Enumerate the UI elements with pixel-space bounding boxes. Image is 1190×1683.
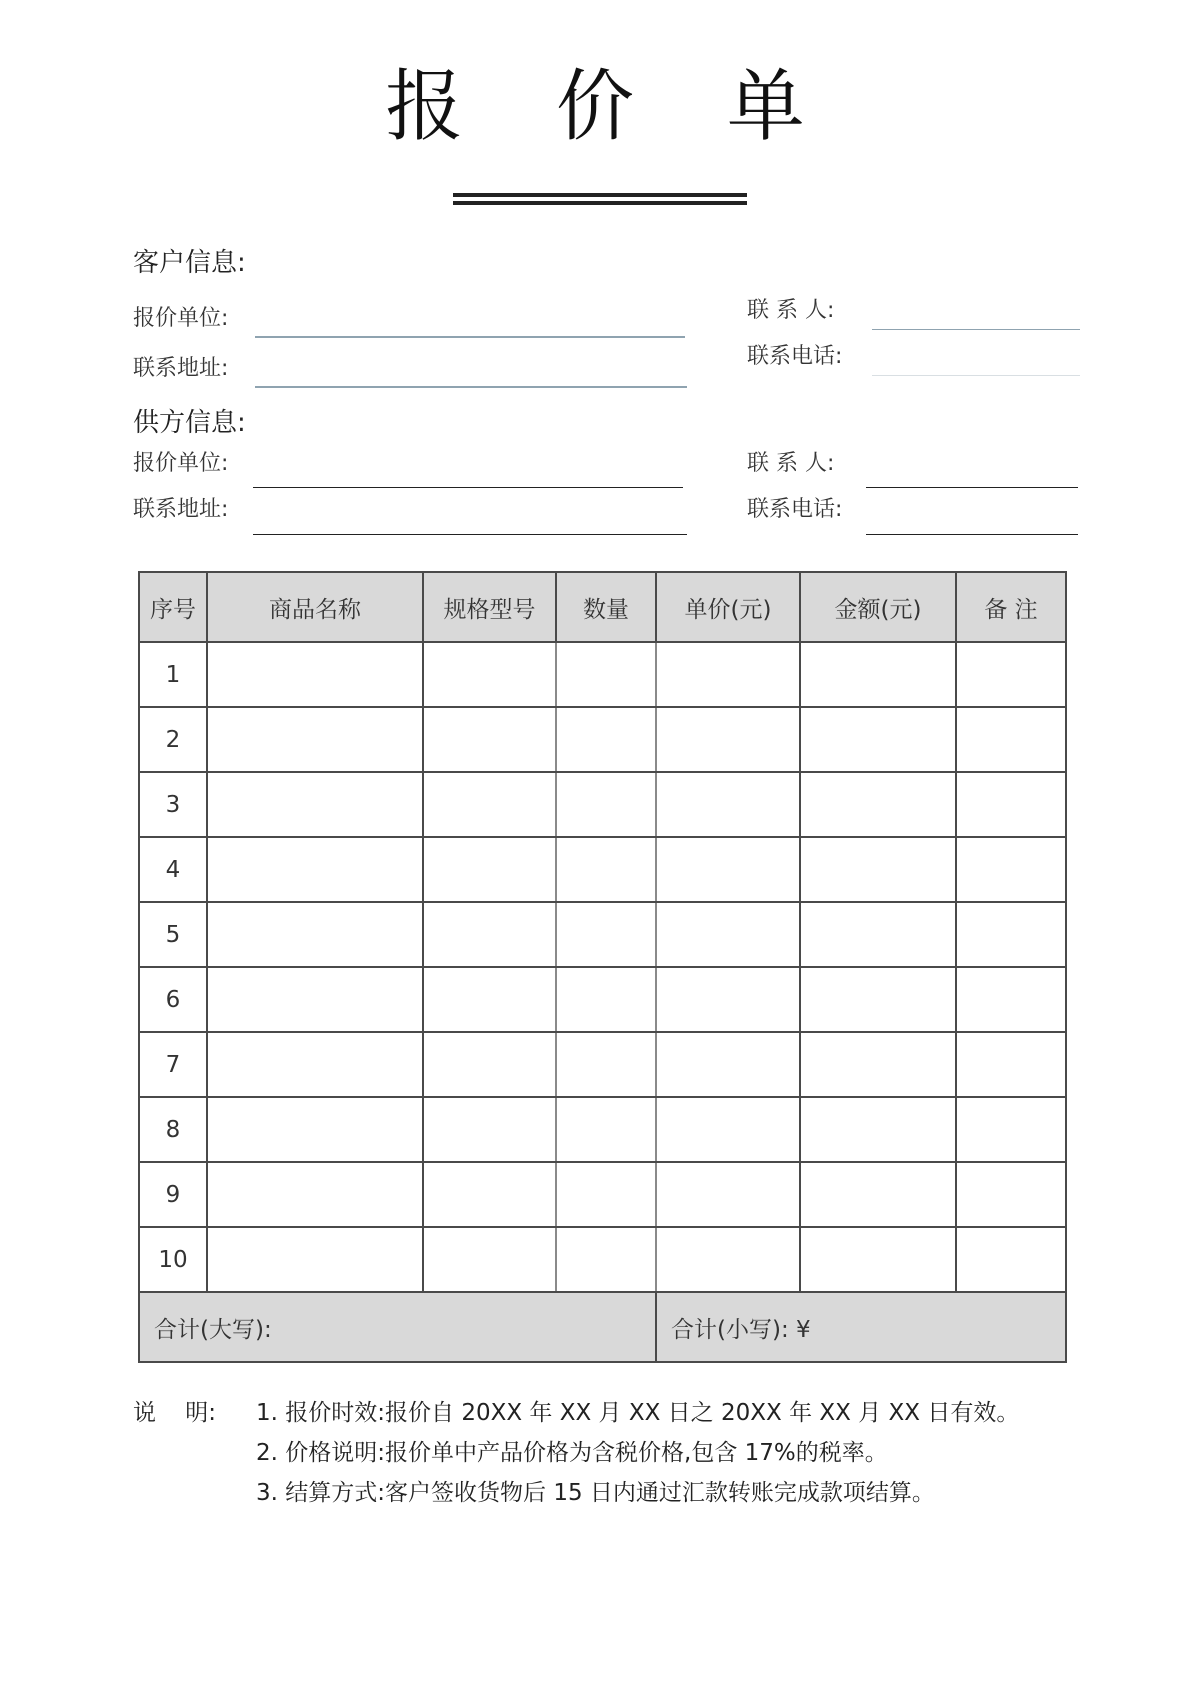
product-name-cell[interactable] (207, 1227, 423, 1292)
amount-cell[interactable] (800, 902, 956, 967)
customer-info-heading: 客户信息: (133, 248, 246, 278)
unit-price-cell[interactable] (656, 642, 800, 707)
supplier-company-label: 报价单位: (133, 451, 229, 476)
amount-cell[interactable] (800, 967, 956, 1032)
table-total-row (139, 1292, 1066, 1362)
row-index: 9 (139, 1162, 207, 1227)
remarks-cell[interactable] (956, 1162, 1066, 1227)
row-index: 6 (139, 967, 207, 1032)
remarks-cell[interactable] (956, 772, 1066, 837)
supplier-address-label: 联系地址: (133, 497, 229, 522)
header-quantity: 数量 (556, 572, 656, 642)
product-name-cell[interactable] (207, 902, 423, 967)
spec-model-cell[interactable] (423, 642, 556, 707)
customer-contact-field[interactable] (872, 329, 1080, 330)
remarks-cell[interactable] (956, 1227, 1066, 1292)
unit-price-cell[interactable] (656, 902, 800, 967)
remarks-cell[interactable] (956, 707, 1066, 772)
table-row (139, 707, 1066, 772)
note-item-3: 3. 结算方式:客户签收货物后 15 日内通过汇款转账完成款项结算。 (256, 1480, 935, 1506)
quantity-cell[interactable] (556, 902, 656, 967)
title-rule-top (453, 193, 747, 197)
spec-model-cell[interactable] (423, 837, 556, 902)
product-name-cell[interactable] (207, 837, 423, 902)
header-spec-model: 规格型号 (423, 572, 556, 642)
table-body (139, 642, 1066, 1292)
unit-price-cell[interactable] (656, 1097, 800, 1162)
customer-company-label: 报价单位: (133, 306, 229, 331)
product-name-cell[interactable] (207, 1097, 423, 1162)
customer-address-label: 联系地址: (133, 356, 229, 381)
spec-model-cell[interactable] (423, 902, 556, 967)
header-unit-price: 单价(元) (656, 572, 800, 642)
row-index: 10 (139, 1227, 207, 1292)
header-amount: 金额(元) (800, 572, 956, 642)
spec-model-cell[interactable] (423, 707, 556, 772)
table-header-row (139, 572, 1066, 642)
supplier-info-heading: 供方信息: (133, 408, 246, 438)
supplier-phone-field[interactable] (866, 534, 1078, 535)
total-upper-cell[interactable]: 合计(大写): (139, 1292, 656, 1362)
supplier-contact-label: 联 系 人: (747, 451, 835, 476)
amount-cell[interactable] (800, 707, 956, 772)
header-remarks: 备 注 (956, 572, 1066, 642)
unit-price-cell[interactable] (656, 772, 800, 837)
unit-price-cell[interactable] (656, 1162, 800, 1227)
spec-model-cell[interactable] (423, 1032, 556, 1097)
header-index: 序号 (139, 572, 207, 642)
spec-model-cell[interactable] (423, 1097, 556, 1162)
unit-price-cell[interactable] (656, 707, 800, 772)
remarks-cell[interactable] (956, 967, 1066, 1032)
quantity-cell[interactable] (556, 1097, 656, 1162)
remarks-cell[interactable] (956, 642, 1066, 707)
quantity-cell[interactable] (556, 772, 656, 837)
spec-model-cell[interactable] (423, 1227, 556, 1292)
row-index: 5 (139, 902, 207, 967)
note-item-2: 2. 价格说明:报价单中产品价格为含税价格,包含 17%的税率。 (256, 1440, 888, 1466)
amount-cell[interactable] (800, 1032, 956, 1097)
table-row (139, 837, 1066, 902)
document-title: 报 价 单 (385, 62, 839, 152)
amount-cell[interactable] (800, 837, 956, 902)
product-name-cell[interactable] (207, 642, 423, 707)
supplier-address-field[interactable] (253, 534, 687, 535)
row-index: 7 (139, 1032, 207, 1097)
spec-model-cell[interactable] (423, 1162, 556, 1227)
table-row (139, 902, 1066, 967)
customer-phone-field[interactable] (872, 375, 1080, 376)
quantity-cell[interactable] (556, 967, 656, 1032)
table-row (139, 967, 1066, 1032)
table-row (139, 1097, 1066, 1162)
table-row (139, 642, 1066, 707)
customer-phone-label: 联系电话: (747, 344, 843, 369)
quantity-cell[interactable] (556, 1227, 656, 1292)
customer-company-field[interactable] (255, 336, 685, 338)
amount-cell[interactable] (800, 1162, 956, 1227)
quantity-cell[interactable] (556, 1032, 656, 1097)
product-name-cell[interactable] (207, 707, 423, 772)
quantity-cell[interactable] (556, 707, 656, 772)
customer-contact-label: 联 系 人: (747, 298, 835, 323)
amount-cell[interactable] (800, 642, 956, 707)
supplier-company-field[interactable] (253, 487, 683, 488)
row-index: 3 (139, 772, 207, 837)
remarks-cell[interactable] (956, 837, 1066, 902)
amount-cell[interactable] (800, 1227, 956, 1292)
product-name-cell[interactable] (207, 1032, 423, 1097)
amount-cell[interactable] (800, 1097, 956, 1162)
remarks-cell[interactable] (956, 1097, 1066, 1162)
unit-price-cell[interactable] (656, 967, 800, 1032)
product-name-cell[interactable] (207, 772, 423, 837)
supplier-contact-field[interactable] (866, 487, 1078, 488)
quantity-cell[interactable] (556, 1162, 656, 1227)
remarks-cell[interactable] (956, 902, 1066, 967)
unit-price-cell[interactable] (656, 837, 800, 902)
spec-model-cell[interactable] (423, 772, 556, 837)
quantity-cell[interactable] (556, 642, 656, 707)
unit-price-cell[interactable] (656, 1032, 800, 1097)
note-item-1: 1. 报价时效:报价自 20XX 年 XX 月 XX 日之 20XX 年 XX 月 XX 日有效。 (256, 1400, 1020, 1426)
product-name-cell[interactable] (207, 1162, 423, 1227)
unit-price-cell[interactable] (656, 1227, 800, 1292)
row-index: 4 (139, 837, 207, 902)
quotation-table (138, 571, 1067, 1363)
supplier-phone-label: 联系电话: (747, 497, 843, 522)
total-lower-cell[interactable]: 合计(小写): ¥ (656, 1292, 1066, 1362)
title-rule-bottom (453, 201, 747, 205)
remarks-cell[interactable] (956, 1032, 1066, 1097)
row-index: 8 (139, 1097, 207, 1162)
product-name-cell[interactable] (207, 967, 423, 1032)
quantity-cell[interactable] (556, 837, 656, 902)
table-row (139, 1032, 1066, 1097)
table-row (139, 1227, 1066, 1292)
table-row (139, 1162, 1066, 1227)
row-index: 1 (139, 642, 207, 707)
row-index: 2 (139, 707, 207, 772)
spec-model-cell[interactable] (423, 967, 556, 1032)
header-product-name: 商品名称 (207, 572, 423, 642)
notes-label: 说 明: (133, 1400, 216, 1426)
table-row (139, 772, 1066, 837)
customer-address-field[interactable] (255, 386, 687, 388)
amount-cell[interactable] (800, 772, 956, 837)
